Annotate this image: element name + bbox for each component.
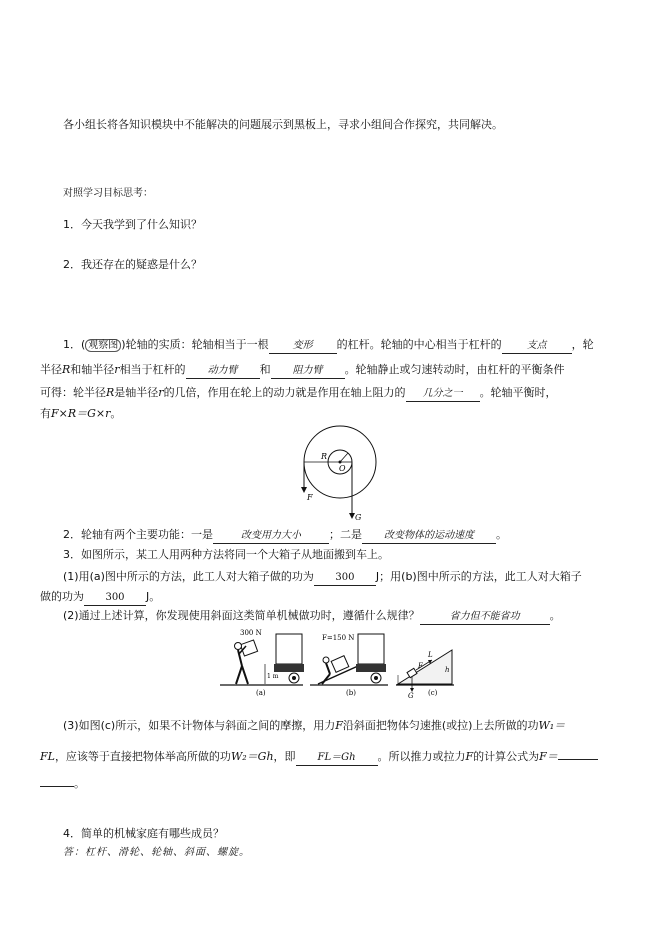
fig-caption-a: (a) (256, 689, 266, 697)
reflect-title: 对照学习目标思考： (63, 188, 153, 199)
p3-intro: 3．如图所示，某工人用两种方法将同一个大箱子从地面搬到车上。 (63, 548, 389, 561)
fig-c-F: F (418, 662, 423, 670)
p1-line3: 可得：轮半径R是轴半径r的几倍，作用在轮上的动力就是作用在轴上阻力的 几分之一 。轮轴平衡时， (40, 385, 557, 402)
blank-11: FL＝Gh (296, 750, 378, 766)
balance-formula: F×R＝G×r (51, 407, 111, 420)
blank-12b (40, 786, 74, 787)
blank-6: 改变用力大小 (213, 528, 329, 544)
p2-line: 2．轮轴有两个主要功能：一是 改变用力大小 ；二是 改变物体的运动速度 。 (63, 527, 507, 544)
reflect-q2: 2．我还存在的疑惑是什么？ (63, 258, 202, 271)
fig-a-height: 1 m (267, 673, 279, 680)
blank-12 (558, 759, 598, 760)
wheel-F-label: F (307, 493, 313, 502)
blank-3: 动力臂 (186, 363, 260, 379)
blank-2: 支点 (502, 338, 572, 354)
intro-text: 各小组长将各知识模块中不能解决的问题展示到黑板上，寻求小组间合作探究，共同解决。 (63, 118, 503, 131)
p3-s1-line2: 做的功为 300 J。 (40, 589, 160, 606)
box-moving-figure (218, 628, 458, 700)
reflect-q1: 1．今天我学到了什么知识？ (63, 218, 202, 231)
fig-c-h: h (445, 666, 450, 674)
blank-5: 几分之一 (406, 386, 480, 402)
fig-c-G: G (408, 692, 414, 700)
wheel-R-label: R (321, 452, 328, 461)
observe-tag: 观察图 (85, 339, 121, 352)
fig-b-force: F=150 N (322, 634, 355, 642)
p3-s3-line2: FL，应该等于直接把物体举高所做的功W₂＝Gh，即 FL＝Gh 。所以推力或拉力F的计算公式为F＝ (40, 749, 598, 766)
blank-10: 省力但不能省功 (420, 609, 550, 625)
p3-s1-line1: (1)用(a)图中所示的方法，此工人对大箱子做的功为 300 J；用(b)图中所示的方法，此工人对大箱子 (63, 569, 582, 586)
p3-s3-line1: (3)如图(c)所示，如果不计物体与斜面之间的摩擦，用力F沿斜面把物体匀速推(或拉)上去所做的功W₁＝ (63, 719, 566, 732)
blank-1: 变形 (269, 338, 337, 354)
fig-c-L: L (428, 651, 433, 659)
p4-answer: 答：杠杆、滑轮、轮轴、斜面、螺旋。 (63, 847, 250, 858)
wheel-O-label: O (339, 464, 346, 473)
p3-s2: (2)通过上述计算，你发现使用斜面这类简单机械做功时，遵循什么规律？ 省力但不能省功 。 (63, 608, 561, 625)
p1-line1: 1．( 观察图 )轮轴的实质：轮轴相当于一根 变形 的杠杆。轮轴的中心相当于杠杆的 支点 ，轮 (63, 337, 594, 354)
p4-question: 4．简单的机械家庭有哪些成员？ (63, 827, 224, 840)
p1-line4: 有F×R＝G×r。 (40, 407, 122, 420)
p1-line2: 半径R和轴半径r相当于杠杆的 动力臂 和 阻力臂 。轮轴静止或匀速转动时，由杠杆的平衡条件 (40, 362, 565, 379)
wheel-axle-figure (295, 425, 385, 525)
p3-s3-line3: 。 (40, 776, 85, 791)
blank-9: 300 (84, 590, 146, 606)
blank-7: 改变物体的运动速度 (362, 528, 496, 544)
blank-4: 阻力臂 (271, 363, 345, 379)
fig-a-force: 300 N (240, 629, 262, 637)
fig-caption-c: (c) (428, 689, 438, 697)
wheel-G-label: G (355, 513, 362, 522)
blank-8: 300 (314, 570, 376, 586)
fig-caption-b: (b) (346, 689, 356, 697)
